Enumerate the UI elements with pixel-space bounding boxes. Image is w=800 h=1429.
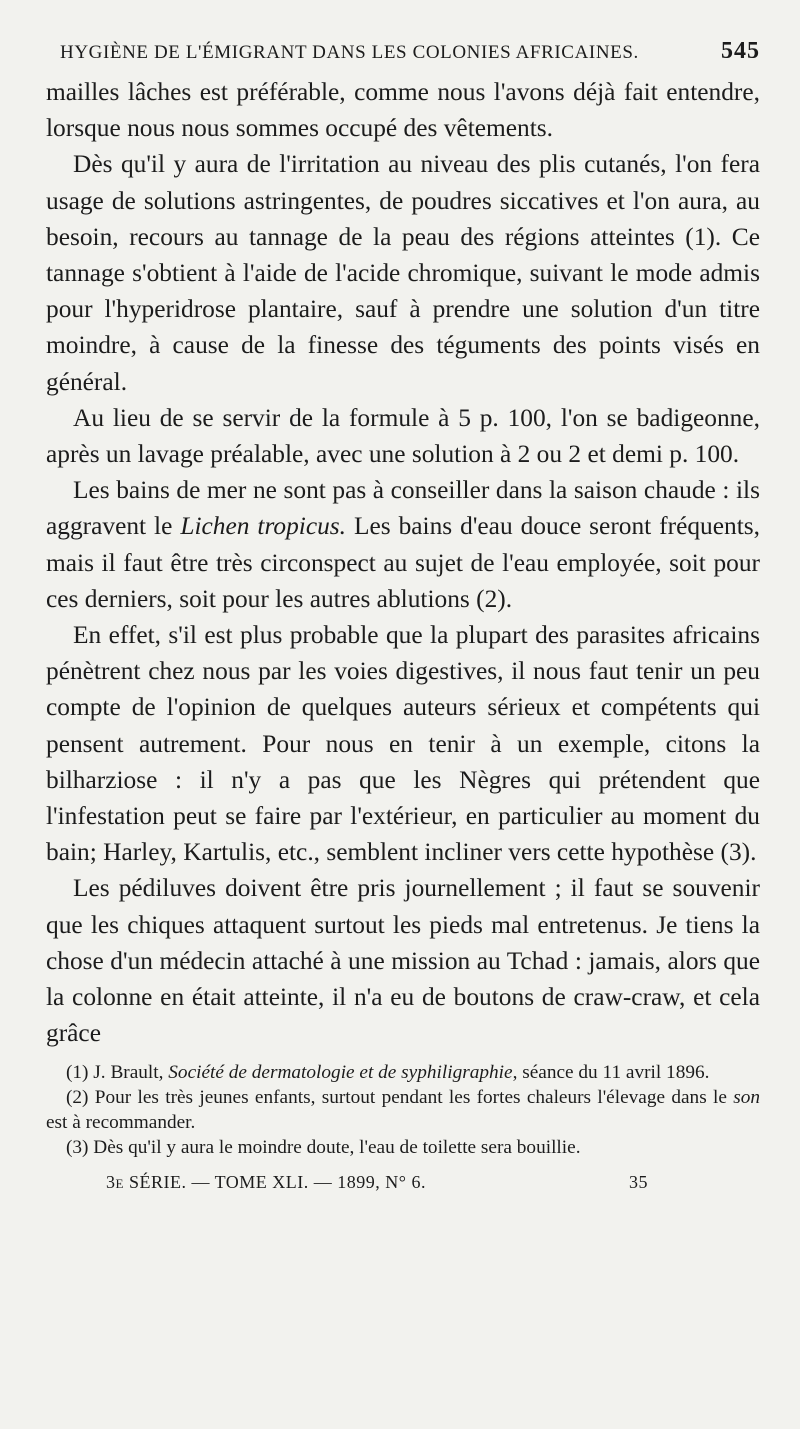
paragraph-4: [46, 472, 760, 617]
paragraph-3: [46, 400, 760, 472]
footnote-2-text-a: (2) Pour les très jeunes enfants, surtout pendant les fortes chaleurs l'élevage dans le: [66, 1087, 734, 1109]
footnote-2-italic: son: [733, 1087, 760, 1109]
body-text: [46, 74, 760, 1051]
paragraph-2-text: Dès qu'il y aura de l'irritation au niveau des plis cutanés, l'on fera usage de solutions astringentes, de poudres siccatives et l'on aura, au besoin, recours au tannage de la peau des régions atteintes (1). Ce tannage s'obtient à l'aide de l'acide chromique, suivant le mode admis pour l'hyperidrose plantaire, sauf à prendre une solution d'un titre moindre, à cause de la finesse des téguments des points visés en général.: [46, 150, 760, 396]
running-head: [60, 38, 760, 72]
page-number: 545: [721, 38, 760, 64]
paragraph-6-text: Les pédiluves doivent être pris journellement ; il faut se souvenir que les chiques attaquent surtout les pieds mal entretenus. Je tiens la chose d'un médecin attaché à une mission au Tchad : jamais, alors que la colonne en était atteinte, il n'a eu de boutons de craw-craw, et cela grâce: [46, 874, 760, 1048]
paragraph-4-text-a: Les bains de mer ne sont pas à conseiller dans la saison chaude : ils aggravent le: [46, 476, 760, 541]
footnote-1-italic: Société de dermatologie et de syphiligraphie: [168, 1062, 513, 1084]
paragraph-5: [46, 617, 760, 870]
paragraph-1: [46, 74, 760, 146]
paragraph-2: [46, 146, 760, 399]
footnote-1-text-a: (1) J. Brault,: [66, 1062, 169, 1084]
paragraph-5-text: En effet, s'il est plus probable que la plupart des parasites africains pénètrent chez nous par les voies digestives, il nous faut tenir un peu compte de l'opinion de quelques auteurs sérieux et compétents qui pensent autrement. Pour nous en tenir à un exemple, citons la bilharziose : il n'y a pas que les Nègres qui prétendent que l'infestation peut se faire par l'extérieur, en particulier au moment du bain; Harley, Kartulis, etc., semblent incliner vers cette hypothèse (3).: [46, 621, 760, 867]
footnotes: [46, 1060, 760, 1160]
footnote-1-text-b: , séance du 11 avril 1896.: [512, 1062, 710, 1084]
paragraph-3-text: Au lieu de se servir de la formule à 5 p. 100, l'on se badigeonne, après un lavage préalable, avec une solution à 2 ou 2 et demi p. 100.: [46, 403, 760, 469]
footnote-2-text-b: est à recommander.: [46, 1112, 196, 1134]
paragraph-6: [46, 870, 760, 1051]
signature-number: 35: [629, 1172, 648, 1193]
signature-series-line: 3e SÉRIE. — TOME XLI. — 1899, N° 6.: [106, 1172, 426, 1193]
running-head-title: HYGIÈNE DE L'ÉMIGRANT DANS LES COLONIES AFRICAINES.: [60, 42, 639, 63]
footnote-2: [46, 1085, 760, 1135]
footnote-3: [46, 1135, 760, 1160]
footnote-3-text: (3) Dès qu'il y aura le moindre doute, l'eau de toilette sera bouillie.: [66, 1137, 581, 1159]
paragraph-4-italic-term: Lichen tropicus.: [180, 512, 347, 541]
printer-signature: [46, 1172, 760, 1193]
paragraph-4-text-b: Les bains d'eau douce seront fréquents, mais il faut être très circonspect au sujet de l'eau employée, soit pour ces derniers, soit pour les autres ablutions (2).: [46, 512, 760, 613]
paragraph-1-text: mailles lâches est préférable, comme nous l'avons déjà fait entendre, lorsque nous nous sommes occupé des vêtements.: [46, 78, 760, 143]
footnote-1: [46, 1060, 760, 1085]
